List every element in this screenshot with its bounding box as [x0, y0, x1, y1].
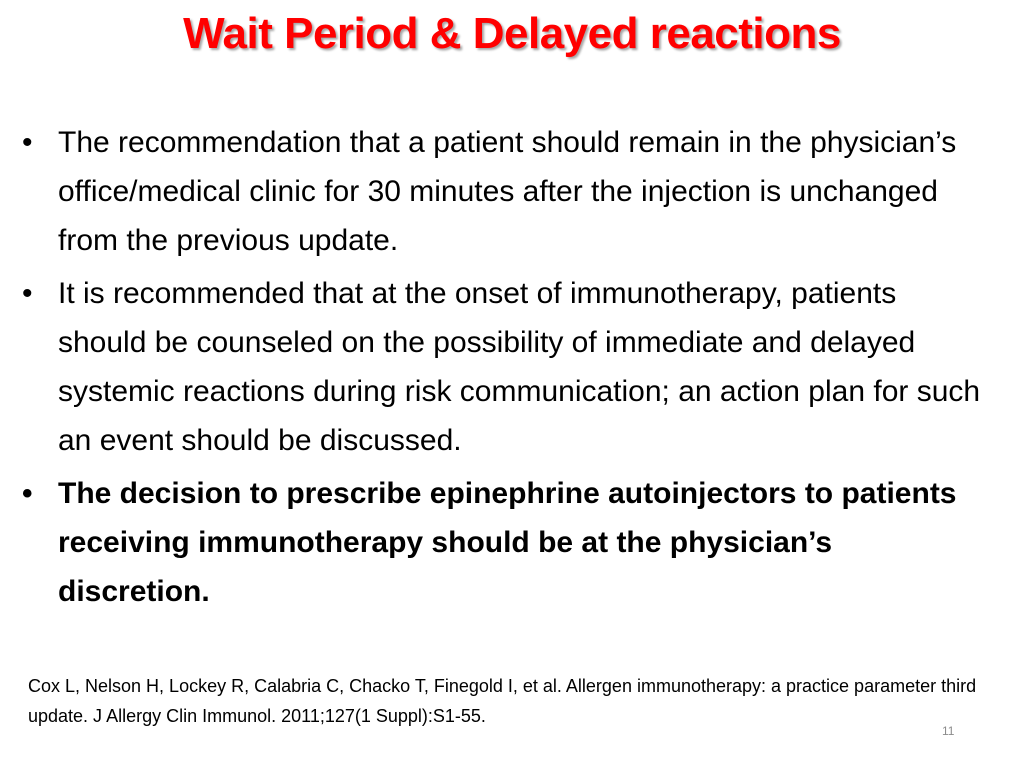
bullet-text: The recommendation that a patient should remain in the physician’s office/medical clinic for 30 minutes after the injection is unchanged from the previous update.	[58, 126, 957, 257]
citation: Cox L, Nelson H, Lockey R, Calabria C, Chacko T, Finegold I, et al. Allergen immunotherapy: a practice parameter third update. J Allergy Clin Immunol. 2011;127(1 Suppl):S1-55.	[28, 676, 977, 726]
bullet-list	[22, 118, 992, 620]
bullet-item-epinephrine	[22, 469, 992, 616]
slide-number: 11	[942, 724, 955, 738]
bullet-item-counseling	[22, 269, 992, 465]
bullet-marker: •	[22, 277, 33, 310]
bullet-text: It is recommended that at the onset of immunotherapy, patients should be counseled on the possibility of immediate and delayed systemic reactions during risk communication; an action plan for such an event should be discussed.	[58, 277, 981, 457]
bullet-marker: •	[22, 477, 33, 510]
bullet-item-wait-period	[22, 118, 992, 265]
bullet-text: The decision to prescribe epinephrine autoinjectors to patients receiving immunotherapy should be at the physician’s discretion.	[58, 477, 957, 608]
slide-title: Wait Period & Delayed reactions	[183, 9, 841, 58]
bullet-marker: •	[22, 126, 33, 159]
